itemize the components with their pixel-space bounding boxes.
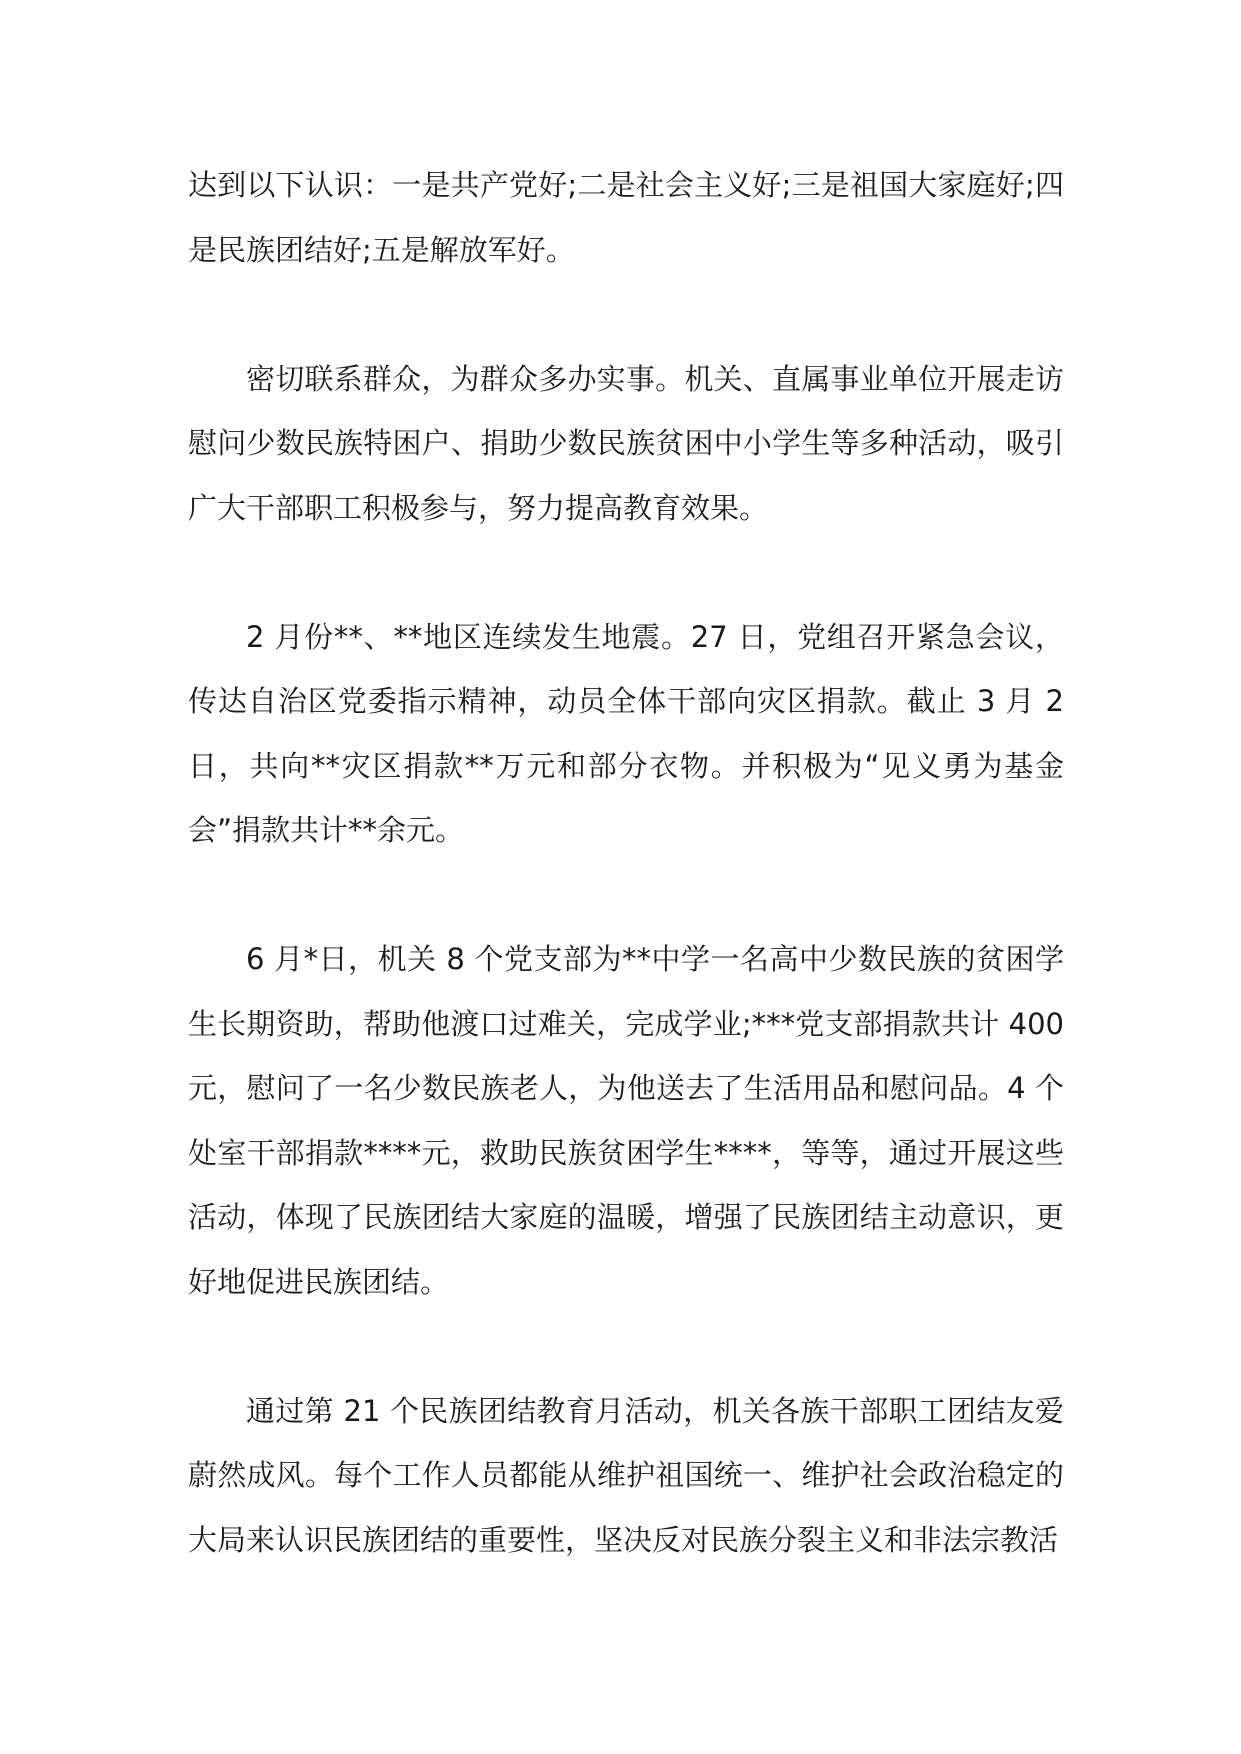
document-body [188,153,1064,1572]
paragraph-contact-masses: 密切联系群众，为群众多办实事。机关、直属事业单位开展走访慰问少数民族特困户、捐助少数民族贫困中小学生等多种活动，吸引广大干部职工积极参与，努力提高教育效果。 [188,361,1064,525]
paragraph-student-assistance: 6 月*日，机关 8 个党支部为**中学一名高中少数民族的贫困学生长期资助，帮助他渡口过难关，完成学业;***党支部捐款共计 400 元，慰问了一名少数民族老人，为他送去了生活用品和慰问品。4 个处室干部捐款****元，救助民族贫困学生****，等等，通过开展这些活动，体现了民族团结大家庭的温暖，增强了民族团结主动意识，更好地促进民族团结。 [188,942,1064,1299]
paragraph-earthquake-donation: 2 月份**、**地区连续发生地震。27 日，党组召开紧急会议，传达自治区党委指示精神，动员全体干部向灾区捐款。截止 3 月 2 日，共向**灾区捐款**万元和部分衣物。并积极为“见义勇为基金会”捐款共计**余元。 [188,619,1064,847]
paragraph-education-month: 通过第 21 个民族团结教育月活动，机关各族干部职工团结友爱蔚然成风。每个工作人员都能从维护祖国统一、维护社会政治稳定的大局来认识民族团结的重要性，坚决反对民族分裂主义和非法宗教活 [188,1393,1064,1557]
paragraph-continued: 达到以下认识：一是共产党好;二是社会主义好;三是祖国大家庭好;四是民族团结好;五是解放军好。 [188,168,1064,267]
